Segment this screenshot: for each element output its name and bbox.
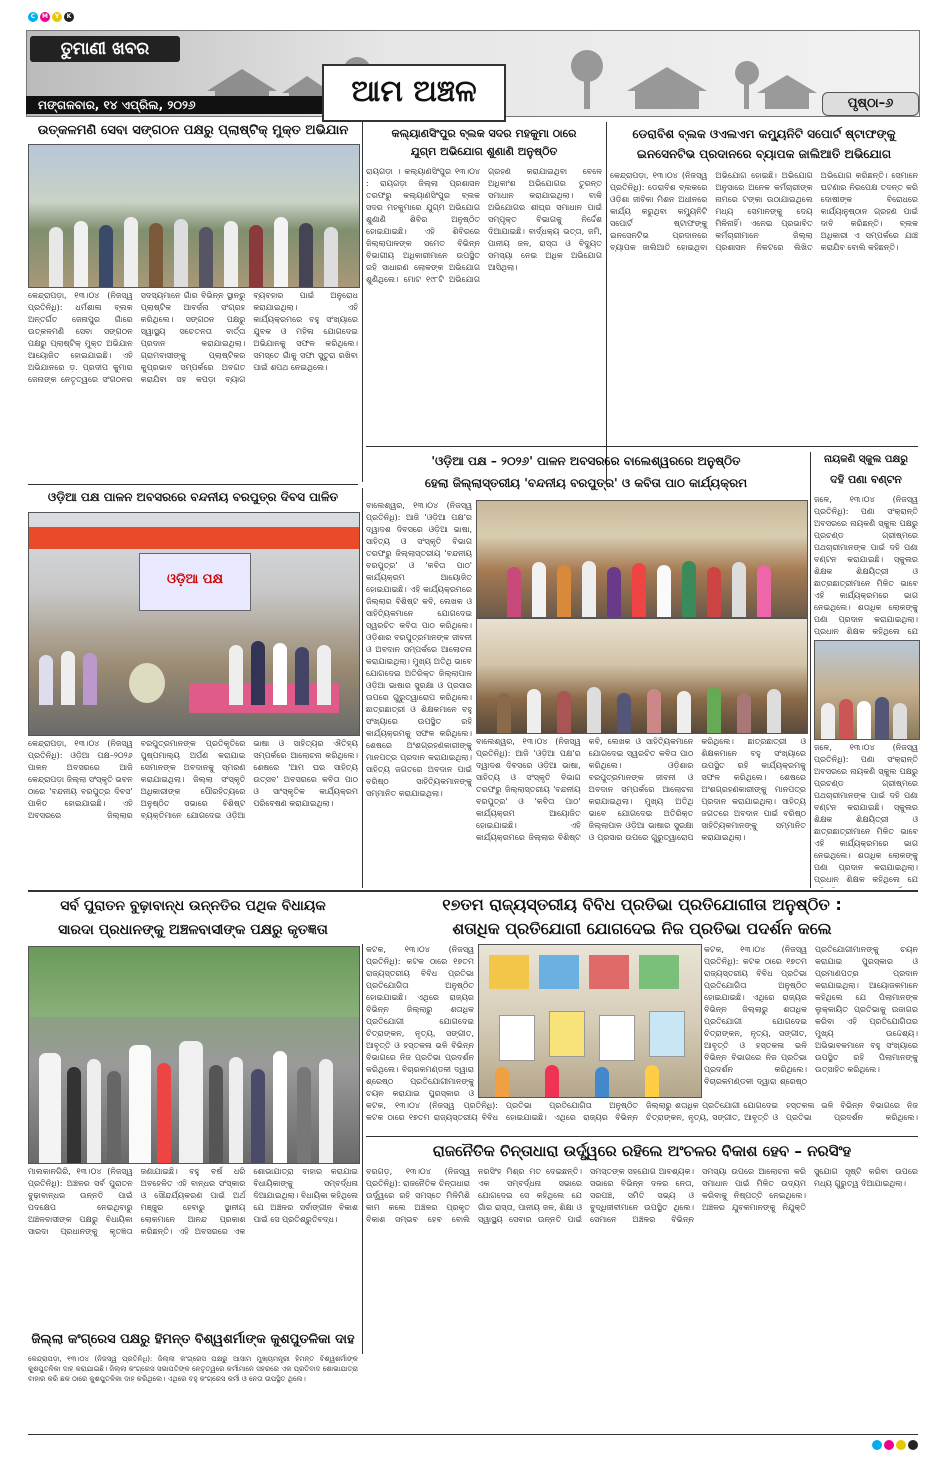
horizontal-rule bbox=[366, 446, 918, 447]
cmyk-k-icon: K bbox=[64, 12, 74, 22]
a8-body-left: କଟକ, ୧୩।୦୪ (ନିଜସ୍ୱ ପ୍ରତିନିଧି): କଟକ ଠାରେ ୧୭ତମ ରାଜ୍ୟସ୍ତରୀୟ ବିବିଧ ପ୍ରତିଭା ପ୍ରତିଯୋଗିତା ଅନୁଷ୍ଠିତ ହୋଇଯାଇଛି। ଏଥିରେ ରାଜ୍ୟର ବିଭିନ୍ନ ଜିଲ୍ଲାରୁ ଶତାଧିକ ପ୍ରତିଯୋଗୀ ଯୋଗଦେଇ ଚିତ୍ରାଙ୍କନ, ନୃତ୍ୟ, ସଙ୍ଗୀତ, ଆବୃତ୍ତି ଓ ହସ୍ତକଳା ଭଳି ବିଭିନ୍ନ ବିଭାଗରେ ନିଜ ପ୍ରତିଭା ପ୍ରଦର୍ଶନ କରିଥିଲେ। ବିଚାରକମଣ୍ଡଳୀ ଦ୍ୱାରା ଶ୍ରେଷ୍ଠ ପ୍ରତିଯୋଗୀମାନଙ୍କୁ ଚୟନ କରାଯାଇ ପୁରସ୍କାର ଓ bbox=[366, 945, 474, 1098]
a6-photo bbox=[814, 640, 920, 740]
page-bottom-rule bbox=[28, 1434, 918, 1435]
a9-body: ବରଗଡ଼, ୧୩।୦୪ (ନିଜସ୍ୱ ପ୍ରତିନିଧି): ରାଜନୈତିକ ଚିନ୍ତାଧାରା ଉର୍ଦ୍ଧ୍ୱରେ ରହି ସମସ୍ତେ ମିଳିମିଶି କାମ କଲେ ଅଞ୍ଚଳର ପ୍ରକୃତ ବିକାଶ ସମ୍ଭବ ହେବ ବୋଲି ନରସିଂହ ମିଶ୍ର ମତ ଦେଇଛନ୍ତି। ଏକ ସମ୍ବର୍ଦ୍ଧନା ସଭାରେ ଯୋଗଦେଇ ସେ କହିଥିଲେ ଯେ ଗାଁର ରାସ୍ତା, ପାନୀୟ ଜଳ, ଶିକ୍ଷା ଓ ସ୍ୱାସ୍ଥ୍ୟ ସେବାର ଉନ୍ନତି ପାଇଁ ସମସ୍ତଙ୍କ ସହଯୋଗ ଆବଶ୍ୟକ। ସଭାରେ ବିଭିନ୍ନ ଦଳର ନେତା, ସରପଞ୍ଚ, ସମିତି ସଭ୍ୟ ଓ ବୁଦ୍ଧିଜୀବୀମାନେ ଉପସ୍ଥିତ ଥିଲେ। ସେମାନେ ଅଞ୍ଚଳର ବିଭିନ୍ନ ସମସ୍ୟା ଉପରେ ଆଲୋଚନା କରି ସମାଧାନ ପାଇଁ ମିଳିତ ଉଦ୍ୟମ କରିବାକୁ ନିଷ୍ପତ୍ତି ନେଇଥିଲେ। ଅଞ୍ଚଳର ଯୁବକମାନଙ୍କୁ ନିଯୁକ୍ତି ସୁଯୋଗ ସୃଷ୍ଟି କରିବା ଉପରେ ମଧ୍ୟ ଗୁରୁତ୍ୱ ଦିଆଯାଇଥିଲା। bbox=[366, 1167, 918, 1224]
horizontal-rule bbox=[28, 890, 918, 892]
page-number: ପୃଷ୍ଠା–୬ bbox=[822, 92, 919, 116]
a3-headline-line1: ଡେରାବିଶ ବ୍ଲକ ଓଏଲଏମ କମ୍ୟୁନିଟି ସପୋର୍ଟ ଷ୍ଟାଫଙ୍କୁ bbox=[632, 127, 896, 141]
a8-body-right: କଟକ, ୧୩।୦୪ (ନିଜସ୍ୱ ପ୍ରତିନିଧି): କଟକ ଠାରେ ୧୭ତମ ରାଜ୍ୟସ୍ତରୀୟ ବିବିଧ ପ୍ରତିଭା ପ୍ରତିଯୋଗିତା ଅନୁଷ୍ଠିତ ହୋଇଯାଇଛି। ଏଥିରେ ରାଜ୍ୟର ବିଭିନ୍ନ ଜିଲ୍ଲାରୁ ଶତାଧିକ ପ୍ରତିଯୋଗୀ ଯୋଗଦେଇ ଚିତ୍ରାଙ୍କନ, ନୃତ୍ୟ, ସଙ୍ଗୀତ, ଆବୃତ୍ତି ଓ ହସ୍ତକଳା ଭଳି ବିଭିନ୍ନ ବିଭାଗରେ ନିଜ ପ୍ରତିଭା ପ୍ରଦର୍ଶନ କରିଥିଲେ। ବିଚାରକମଣ୍ଡଳୀ ଦ୍ୱାରା ଶ୍ରେଷ୍ଠ ପ୍ରତିଯୋଗୀମାନଙ୍କୁ ଚୟନ କରାଯାଇ ପୁରସ୍କାର ଓ ପ୍ରମାଣପତ୍ର ପ୍ରଦାନ କରାଯାଇଥିଲା। ଆୟୋଜକମାନେ କହିଥିଲେ ଯେ ପିଲାମାନଙ୍କ ଲୁକ୍କାୟିତ ପ୍ରତିଭାକୁ ଉଜାଗର କରିବା ଏହି ପ୍ରତିଯୋଗିତାର ମୁଖ୍ୟ ଉଦ୍ଦେଶ୍ୟ। ଅଭିଭାବକମାନେ ବହୁ ସଂଖ୍ୟାରେ ଉପସ୍ଥିତ ରହି ପିଲାମାନଙ୍କୁ ଉତ୍ସାହିତ କରିଥିଲେ। bbox=[704, 945, 918, 1086]
column-divider bbox=[362, 488, 363, 888]
cmyk-m-icon: M bbox=[40, 12, 50, 22]
a2-headline-line1: କଲ୍ୟାଣସିଂପୁର ବ୍ଲକ ସଦର ମହକୁମା ଠାରେ bbox=[391, 127, 577, 140]
a7-headline-line2: ସାରଦା ପ୍ରଧାନଙ୍କୁ ଅଞ୍ଚଳବାସୀଙ୍କ ପକ୍ଷରୁ କୃତଜ୍ଞତା bbox=[58, 922, 328, 938]
a4-photo-top bbox=[476, 500, 808, 618]
column-divider bbox=[606, 122, 607, 482]
a5-headline: ଓଡ଼ିଆ ପକ୍ଷ ପାଳନ ଅବସରରେ ବନ୍ଦନୀୟ ବରପୁତ୍ର ଦିବସ ପାଳିତ bbox=[47, 490, 339, 504]
a5-banner-text: ଓଡ଼ିଆ ପକ୍ଷ bbox=[167, 572, 223, 587]
a2-body: ରାୟଗଡ଼ା । କଲ୍ୟାଣସିଂପୁର ୧୩।୦୪ : ରାୟଗଡ଼ା ଜିଲ୍ଲା ପ୍ରଶାସନ ତରଫରୁ କଲ୍ୟାଣସିଂପୁର ବ୍ଲକ ସଦର ମହକୁମାରେ ଯୁଗ୍ମ ଅଭିଯୋଗ ଶୁଣାଣି ଶିବିର ଅନୁଷ୍ଠିତ ହୋଇଯାଇଛି। ଏହି ଶିବିରରେ ଜିଲ୍ଲାପାଳଙ୍କ ସମେତ ବିଭିନ୍ନ ବିଭାଗୀୟ ଅଧିକାରୀମାନେ ଉପସ୍ଥିତ ରହି ସାଧାରଣ ଲୋକଙ୍କ ଅଭିଯୋଗ ଶୁଣିଥିଲେ। ମୋଟ ୧୯୮ଟି ଅଭିଯୋଗ ଗ୍ରହଣ କରାଯାଇଥିବା ବେଳେ ଅଧିକାଂଶ ଅଭିଯୋଗର ତୁରନ୍ତ ସମାଧାନ କରାଯାଇଥିଲା। ବାକି ଅଭିଯୋଗର ଶୀଘ୍ର ସମାଧାନ ପାଇଁ ସମ୍ପୃକ୍ତ ବିଭାଗକୁ ନିର୍ଦ୍ଦେଶ ଦିଆଯାଇଛି। ବାର୍ଦ୍ଧକ୍ୟ ଭତ୍ତା, ଜମି, ପାନୀୟ ଜଳ, ରାସ୍ତା ଓ ବିଦ୍ୟୁତ ସମସ୍ୟା ନେଇ ଅଧିକ ଅଭିଯୋଗ ଆସିଥିଲା। bbox=[366, 167, 602, 284]
a8-headline-line2: ଶତାଧିକ ପ୍ରତିଯୋଗୀ ଯୋଗଦେଇ ନିଜ ପ୍ରତିଭା ପଦର୍ଶନ କଲେ bbox=[452, 919, 832, 938]
a5-body: କେନ୍ଦ୍ରାପଡ଼ା, ୧୩।୦୪ (ନିଜସ୍ୱ ପ୍ରତିନିଧି): ଓଡ଼ିଆ ପକ୍ଷ–୨୦୨୬ ପାଳନ ଅବସରରେ ଆଜି କେନ୍ଦ୍ରାପଡ଼ା ଜିଲ୍ଲା ସଂସ୍କୃତି ଭବନ ଠାରେ 'ବନ୍ଦନୀୟ ବରପୁତ୍ର ଦିବସ' ପାଳିତ ହୋଇଯାଇଛି। ଏହି ଅବସରରେ ଜିଲ୍ଲାର ବରପୁତ୍ରମାନଙ୍କ ପ୍ରତିକୃତିରେ ପୁଷ୍ପମାଲ୍ୟ ଅର୍ପଣ କରାଯାଇ ସେମାନଙ୍କ ଅବଦାନକୁ ସ୍ମରଣ କରାଯାଇଥିଲା। ଜିଲ୍ଲା ସଂସ୍କୃତି ଅଧିକାରୀଙ୍କ ପୌରହିତ୍ୟରେ ଅନୁଷ୍ଠିତ ସଭାରେ ବିଶିଷ୍ଟ ବ୍ୟକ୍ତିମାନେ ଯୋଗଦେଇ ଓଡ଼ିଆ ଭାଷା ଓ ସାହିତ୍ୟର ଐତିହ୍ୟ ସମ୍ପର୍କରେ ଆଲୋଚନା କରିଥିଲେ। ଶେଷରେ 'ଆମ ଘର ସାହିତ୍ୟ ଉତ୍ସବ' ଅବସରରେ କବିତା ପାଠ ଓ ସାଂସ୍କୃତିକ କାର୍ଯ୍ୟକ୍ରମ ପରିବେଷଣ କରାଯାଇଥିଲା। bbox=[28, 739, 358, 820]
horizontal-rule bbox=[28, 484, 358, 485]
a5-photo bbox=[28, 512, 360, 736]
column-divider bbox=[810, 452, 811, 888]
a6-body-bottom: ଜଳେ, ୧୩।୦୪ (ନିଜସ୍ୱ ପ୍ରତିନିଧି): ପଣା ସଂକ୍ରାନ୍ତି ଅବସରରେ ନାୟକଣି ସ୍କୁଲ ପକ୍ଷରୁ ପ୍ରଚଣ୍ଡ ଗ୍ରୀଷ୍ମରେ ପଥଚାରୀମାନଙ୍କ ପାଇଁ ଦହି ପଣା ବଣ୍ଟନ କରାଯାଇଛି। ସ୍କୁଲର ଶିକ୍ଷକ ଶିକ୍ଷୟିତ୍ରୀ ଓ ଛାତ୍ରଛାତ୍ରୀମାନେ ମିଳିତ ଭାବେ ଏହି କାର୍ଯ୍ୟକ୍ରମରେ ଭାଗ ନେଇଥିଲେ। ଶତାଧିକ ଲୋକଙ୍କୁ ପଣା ପ୍ରଦାନ କରାଯାଇଥିଲା। ପ୍ରଧାନ ଶିକ୍ଷକ କହିଥିଲେ ଯେ bbox=[814, 743, 918, 884]
a4-headline-line2: ହେଲା ଜିଲ୍ଲାସ୍ତରୀୟ 'ବନ୍ଦନୀୟ ବରପୁତ୍ର' ଓ କବିତା ପାଠ କାର୍ଯ୍ୟକ୍ରମ bbox=[424, 476, 748, 490]
a6-body-top: ଜଳେ, ୧୩।୦୪ (ନିଜସ୍ୱ ପ୍ରତିନିଧି): ପଣା ସଂକ୍ରାନ୍ତି ଅବସରରେ ନାୟକଣି ସ୍କୁଲ ପକ୍ଷରୁ ପ୍ରଚଣ୍ଡ ଗ୍ରୀଷ୍ମରେ ପଥଚାରୀମାନଙ୍କ ପାଇଁ ଦହି ପଣା ବଣ୍ଟନ କରାଯାଇଛି। ସ୍କୁଲର ଶିକ୍ଷକ ଶିକ୍ଷୟିତ୍ରୀ ଓ ଛାତ୍ରଛାତ୍ରୀମାନେ ମିଳିତ ଭାବେ ଏହି କାର୍ଯ୍ୟକ୍ରମରେ ଭାଗ ନେଇଥିଲେ। ଶତାଧିକ ଲୋକଙ୍କୁ ପଣା ପ୍ରଦାନ କରାଯାଇଥିଲା। ପ୍ରଧାନ ଶିକ୍ଷକ କହିଥିଲେ ଯେ bbox=[814, 495, 918, 636]
a1-headline: ଉତ୍କଳମଣି ସେବା ସଙ୍ଗଠନ ପକ୍ଷରୁ ପ୍ଲାଷ୍ଟିକ୍ ମୁକ୍ତ ଅଭିଯାନ bbox=[37, 123, 349, 138]
section-title: ଆମ ଅଞ୍ଚଳ bbox=[322, 64, 506, 122]
masthead-date: ମଙ୍ଗଳବାର, ୧୪ ଏପ୍ରିଲ, ୨୦୨୬ bbox=[26, 96, 326, 114]
cmyk-y-icon: Y bbox=[52, 12, 62, 22]
cmyk-y-icon bbox=[896, 1440, 906, 1450]
cmyk-m-icon bbox=[884, 1440, 894, 1450]
cmyk-marks-bottom bbox=[872, 1440, 918, 1450]
cmyk-k-icon bbox=[908, 1440, 918, 1450]
a1-photo bbox=[28, 144, 360, 288]
a4-headline-line1: 'ଓଡ଼ିଆ ପକ୍ଷ – ୨୦୨୬' ପାଳନ ଅବସରରେ ବାଲେଶ୍ୱରରେ ଅନୁଷ୍ଠିତ bbox=[431, 454, 741, 468]
a4-body-left: ବାଲେଶ୍ୱର, ୧୩।୦୪ (ନିଜସ୍ୱ ପ୍ରତିନିଧି): ଆଜି 'ଓଡ଼ିଆ ପକ୍ଷ'ର ଦ୍ୱାଦଶ ଦିବସରେ ଓଡ଼ିଆ ଭାଷା, ସାହିତ୍ୟ ଓ ସଂସ୍କୃତି ବିଭାଗ ତରଫରୁ ଜିଲ୍ଲାସ୍ତରୀୟ 'ବନ୍ଦନୀୟ ବରପୁତ୍ର' ଓ 'କବିତା ପାଠ' କାର୍ଯ୍ୟକ୍ରମ ଆୟୋଜିତ ହୋଇଯାଇଛି। ଏହି କାର୍ଯ୍ୟକ୍ରମରେ ଜିଲ୍ଲାର ବିଶିଷ୍ଟ କବି, ଲେଖକ ଓ ସାହିତ୍ୟିକମାନେ ଯୋଗଦେଇ ସ୍ୱରଚିତ କବିତା ପାଠ କରିଥିଲେ। ଓଡ଼ିଶାର ବରପୁତ୍ରମାନଙ୍କ ଜୀବନୀ ଓ ଅବଦାନ ସମ୍ପର୍କରେ ଆଲୋଚନା କରାଯାଇଥିଲା। ମୁଖ୍ୟ ଅତିଥି ଭାବେ ଯୋଗଦେଇ ଅତିରିକ୍ତ ଜିଲ୍ଲାପାଳ ଓଡ଼ିଆ ଭାଷାର ସୁରକ୍ଷା ଓ ପ୍ରସାର ଉପରେ ଗୁରୁତ୍ୱାରୋପ କରିଥିଲେ। ଛାତ୍ରଛାତ୍ରୀ ଓ ଶିକ୍ଷକମାନେ ବହୁ ସଂଖ୍ୟାରେ ଉପସ୍ଥିତ ରହି କାର୍ଯ୍ୟକ୍ରମକୁ ସଫଳ କରିଥିଲେ। ଶେଷରେ ଅଂଶଗ୍ରହଣକାରୀଙ୍କୁ ମାନପତ୍ର ପ୍ରଦାନ କରାଯାଇଥିଲା। ସାହିତ୍ୟ ଜଗତରେ ଅବଦାନ ପାଇଁ ବରିଷ୍ଠ ସାହିତ୍ୟିକମାନଙ୍କୁ ସମ୍ମାନିତ କରାଯାଇଥିଲା। bbox=[366, 501, 472, 798]
column-divider bbox=[362, 122, 363, 482]
a5-stage-banner bbox=[139, 553, 251, 611]
cmyk-c-icon: C bbox=[28, 12, 38, 22]
a9-headline: ରାଜନୈତିକ ଚିନ୍ତାଧାରା ଉର୍ଦ୍ଧ୍ୱରେ ରହିଲେ ଅଂଚଳର ବିକାଶ ହେବ – ନରସିଂହ bbox=[432, 1142, 852, 1160]
a2-headline-line2: ଯୁଗ୍ମ ଅଭିଯୋଗ ଶୁଣାଣି ଅନୁଷ୍ଠିତ bbox=[410, 145, 558, 158]
a10-body: କେନ୍ଦ୍ରାପଡ଼ା, ୧୩।୦୪ (ନିଜସ୍ୱ ପ୍ରତିନିଧି): ଜିଲ୍ଲା କଂଗ୍ରେସ ପକ୍ଷରୁ ଆସାମ ମୁଖ୍ୟମନ୍ତ୍ରୀ ହିମନ୍ତ ବିଶ୍ୱଶର୍ମାଙ୍କ କୁଶପୁତଳିକା ଦାହ କରାଯାଇଛି। ଜିଲ୍ଲା କଂଗ୍ରେସ ସଭାପତିଙ୍କ ନେତୃତ୍ୱରେ କର୍ମୀମାନେ ସହରରେ ଏକ ପ୍ରତିବାଦ ଶୋଭାଯାତ୍ରା ବାହାର କରି ଛକ ଠାରେ କୁଶପୁତଳିକା ଦାହ କରିଥିଲେ। ଏଥିରେ ବହୁ କଂଗ୍ରେସ କର୍ମୀ ଓ ନେତା ଉପସ୍ଥିତ ଥିଲେ। bbox=[28, 1355, 358, 1383]
a8-headline-line1: ୧୭ତମ ରାଜ୍ୟସ୍ତରୀୟ ବିବିଧ ପ୍ରତିଭା ପ୍ରତିଯୋଗୀତା ଅନୁଷ୍ଠିତ : bbox=[442, 895, 842, 914]
a4-body-bottom: ବାଲେଶ୍ୱର, ୧୩।୦୪ (ନିଜସ୍ୱ ପ୍ରତିନିଧି): ଆଜି 'ଓଡ଼ିଆ ପକ୍ଷ'ର ଦ୍ୱାଦଶ ଦିବସରେ ଓଡ଼ିଆ ଭାଷା, ସାହିତ୍ୟ ଓ ସଂସ୍କୃତି ବିଭାଗ ତରଫରୁ ଜିଲ୍ଲାସ୍ତରୀୟ 'ବନ୍ଦନୀୟ ବରପୁତ୍ର' ଓ 'କବିତା ପାଠ' କାର୍ଯ୍ୟକ୍ରମ ଆୟୋଜିତ ହୋଇଯାଇଛି। ଏହି କାର୍ଯ୍ୟକ୍ରମରେ ଜିଲ୍ଲାର ବିଶିଷ୍ଟ କବି, ଲେଖକ ଓ ସାହିତ୍ୟିକମାନେ ଯୋଗଦେଇ ସ୍ୱରଚିତ କବିତା ପାଠ କରିଥିଲେ। ଓଡ଼ିଶାର ବରପୁତ୍ରମାନଙ୍କ ଜୀବନୀ ଓ ଅବଦାନ ସମ୍ପର୍କରେ ଆଲୋଚନା କରାଯାଇଥିଲା। ମୁଖ୍ୟ ଅତିଥି ଭାବେ ଯୋଗଦେଇ ଅତିରିକ୍ତ ଜିଲ୍ଲାପାଳ ଓଡ଼ିଆ ଭାଷାର ସୁରକ୍ଷା ଓ ପ୍ରସାର ଉପରେ ଗୁରୁତ୍ୱାରୋପ କରିଥିଲେ। ଛାତ୍ରଛାତ୍ରୀ ଓ ଶିକ୍ଷକମାନେ ବହୁ ସଂଖ୍ୟାରେ ଉପସ୍ଥିତ ରହି କାର୍ଯ୍ୟକ୍ରମକୁ ସଫଳ କରିଥିଲେ। ଶେଷରେ ଅଂଶଗ୍ରହଣକାରୀଙ୍କୁ ମାନପତ୍ର ପ୍ରଦାନ କରାଯାଇଥିଲା। ସାହିତ୍ୟ ଜଗତରେ ଅବଦାନ ପାଇଁ ବରିଷ୍ଠ ସାହିତ୍ୟିକମାନଙ୍କୁ ସମ୍ମାନିତ କରାଯାଇଥିଲା। bbox=[476, 737, 806, 842]
a3-headline-line2: ଇନସେନଟିଭ ପ୍ରଦାନରେ ବ୍ୟାପକ ଜାଲିଆତି ଅଭିଯୋଗ bbox=[636, 147, 892, 161]
a7-photo bbox=[28, 946, 360, 1164]
a7-headline-line1: ସର୍ବ ପୁରାତନ ବୁଢ଼ାବାନ୍ଧ ଉନ୍ନତିର ପଥିକ ବିଧାୟକ bbox=[60, 898, 326, 914]
a8-photo bbox=[478, 944, 702, 1098]
a1-body: କେନ୍ଦ୍ରାପଡ଼ା, ୧୩।୦୪ (ନିଜସ୍ୱ ପ୍ରତିନିଧି): ଧର୍ମଶାଳା ବ୍ଲକ ଅନ୍ତର୍ଗତ ଜେନାପୁର ଗାଁରେ ଉତ୍କଳମଣି ସେବା ସଙ୍ଗଠନ ପକ୍ଷରୁ ପ୍ଲାଷ୍ଟିକ୍ ମୁକ୍ତ ଅଭିଯାନ ଆୟୋଜିତ ହୋଇଯାଇଛି। ଏହି ଅଭିଯାନରେ ଡ଼. ପ୍ରଦୀପ କୁମାର ଜେନାଙ୍କ ନେତୃତ୍ୱରେ ସଂଗଠନର ସଦସ୍ୟମାନେ ଗାଁର ବିଭିନ୍ନ ସ୍ଥାନରୁ ପ୍ଲାଷ୍ଟିକ ଆବର୍ଜନା ସଂଗ୍ରହ କରିଥିଲେ। ସଙ୍ଗଠନ ପକ୍ଷରୁ ସ୍ୱାସ୍ଥ୍ୟ ସଚେତନତା ବାର୍ତ୍ତା ପ୍ରଦାନ କରାଯାଇଥିଲା। ଗ୍ରାମବାସୀଙ୍କୁ ପ୍ଲାଷ୍ଟିକର କୁପ୍ରଭାବ ସମ୍ପର୍କରେ ଅବଗତ କରାଯିବା ସହ କପଡ଼ା ବ୍ୟାଗ ବ୍ୟବହାର ପାଇଁ ଅନୁରୋଧ କରାଯାଇଥିଲା। ଏହି କାର୍ଯ୍ୟକ୍ରମରେ ବହୁ ସଂଖ୍ୟାରେ ଯୁବକ ଓ ମହିଳା ଯୋଗଦେଇ ଅଭିଯାନକୁ ସଫଳ କରିଥିଲେ। ସମସ୍ତେ ଗାଁକୁ ସଫା ସୁତୁରା ରଖିବା ପାଇଁ ଶପଥ ନେଇଥିଲେ। bbox=[28, 291, 358, 384]
a3-body: କେନ୍ଦ୍ରାପଡ଼ା, ୧୩।୦୪ (ନିଜସ୍ୱ ପ୍ରତିନିଧି): ଡେରାବିଶ ବ୍ଲକରେ ଓଡ଼ିଶା ଜୀବିକା ମିଶନ ଅଧୀନରେ କାର୍ଯ୍ୟ କରୁଥିବା କମ୍ୟୁନିଟି ସପୋର୍ଟ ଷ୍ଟାଫଙ୍କୁ ଇନସେନଟିଭ ପ୍ରଦାନରେ ବ୍ୟାପକ ଜାଲିଆତି ହୋଇଥିବା ଅଭିଯୋଗ ହୋଇଛି। ଅଭିଯୋଗ ଅନୁସାରେ ଅନେକ କର୍ମଚାରୀଙ୍କ ନାମରେ ଟଙ୍କା ଉଠାଯାଇଥିଲେ ମଧ୍ୟ ସେମାନଙ୍କୁ ଦେୟ ମିଳିନାହିଁ। ଏନେଇ ପ୍ରଭାବିତ କର୍ମଚାରୀମାନେ ଜିଲ୍ଲା ପ୍ରଶାସନ ନିକଟରେ ଲିଖିତ ଅଭିଯୋଗ କରିଛନ୍ତି। ସେମାନେ ଘଟଣାର ନିରପେକ୍ଷ ତଦନ୍ତ କରି ଦୋଷୀଙ୍କ ବିରୋଧରେ କାର୍ଯ୍ୟାନୁଷ୍ଠାନ ଗ୍ରହଣ ପାଇଁ ଦାବି କରିଛନ୍ତି। ବ୍ଲକ ଅଧିକାରୀ ଏ ସମ୍ପର୍କରେ ଯାଞ୍ଚ କରାଯିବ ବୋଲି କହିଛନ୍ତି। bbox=[610, 171, 918, 252]
cmyk-marks-top bbox=[28, 12, 74, 22]
a4-photo-bottom bbox=[476, 618, 808, 734]
a6-headline-line1: ନାୟକଣି ସ୍କୁଲ ପକ୍ଷରୁ bbox=[824, 454, 908, 465]
column-divider bbox=[362, 944, 363, 1354]
a6-headline-line2: ଦହି ପଣା ବଣ୍ଟନ bbox=[830, 473, 902, 486]
a10-headline: ଜିଲ୍ଲା କଂଗ୍ରେସ ପକ୍ଷରୁ ହିମନ୍ତ ବିଶ୍ୱଶର୍ମାଙ୍କ କୁଶପୁତଳିକା ଦାହ bbox=[31, 1332, 355, 1347]
a7-body: ମାଲକାନଗିରି, ୧୩।୦୪ (ନିଜସ୍ୱ ପ୍ରତିନିଧି): ଅଞ୍ଚଳର ସର୍ବ ପୁରାତନ ବୁଢ଼ାବାନ୍ଧର ଉନ୍ନତି ପାଇଁ ପଦକ୍ଷେପ ନେଇଥିବାରୁ ଅଞ୍ଚଳବାସୀଙ୍କ ପକ୍ଷରୁ ବିଧାୟିକା ସାରଦା ପ୍ରଧାନଙ୍କୁ କୃତଜ୍ଞତା ଜଣାଯାଇଛି। ବହୁ ବର୍ଷ ଧରି ଅବହେଳିତ ଏହି ବାନ୍ଧର ସଂସ୍କାର ଓ ସୌନ୍ଦର୍ଯ୍ୟକରଣ ପାଇଁ ଅର୍ଥ ମଞ୍ଜୁର ହେବାରୁ ସ୍ଥାନୀୟ ଲୋକମାନେ ଆନନ୍ଦ ପ୍ରକାଶ କରିଛନ୍ତି। ଏହି ଅବସରରେ ଏକ ଶୋଭାଯାତ୍ରା ବାହାର କରାଯାଇ ବିଧାୟିକାଙ୍କୁ ସମ୍ବର୍ଦ୍ଧନା ଦିଆଯାଇଥିଲା। ବିଧାୟିକା କହିଥିଲେ ଯେ ଅଞ୍ଚଳର ସର୍ବାଙ୍ଗୀନ ବିକାଶ ପାଇଁ ସେ ପ୍ରତିଶ୍ରୁତିବଦ୍ଧ। bbox=[28, 1167, 358, 1236]
horizontal-rule bbox=[366, 1136, 918, 1137]
a8-body-bottom: କଟକ, ୧୩।୦୪ (ନିଜସ୍ୱ ପ୍ରତିନିଧି): କଟକ ଠାରେ ୧୭ତମ ରାଜ୍ୟସ୍ତରୀୟ ବିବିଧ ପ୍ରତିଭା ପ୍ରତିଯୋଗିତା ଅନୁଷ୍ଠିତ ହୋଇଯାଇଛି। ଏଥିରେ ରାଜ୍ୟର ବିଭିନ୍ନ ଜିଲ୍ଲାରୁ ଶତାଧିକ ପ୍ରତିଯୋଗୀ ଯୋଗଦେଇ ଚିତ୍ରାଙ୍କନ, ନୃତ୍ୟ, ସଙ୍ଗୀତ, ଆବୃତ୍ତି ଓ ହସ୍ତକଳା ଭଳି ବିଭିନ୍ନ ବିଭାଗରେ ନିଜ ପ୍ରତିଭା ପ୍ରଦର୍ଶନ କରିଥିଲେ। bbox=[366, 1101, 918, 1122]
cmyk-c-icon bbox=[872, 1440, 882, 1450]
masthead-brand: ତୁମାଣୀ ଖବର bbox=[30, 36, 180, 62]
